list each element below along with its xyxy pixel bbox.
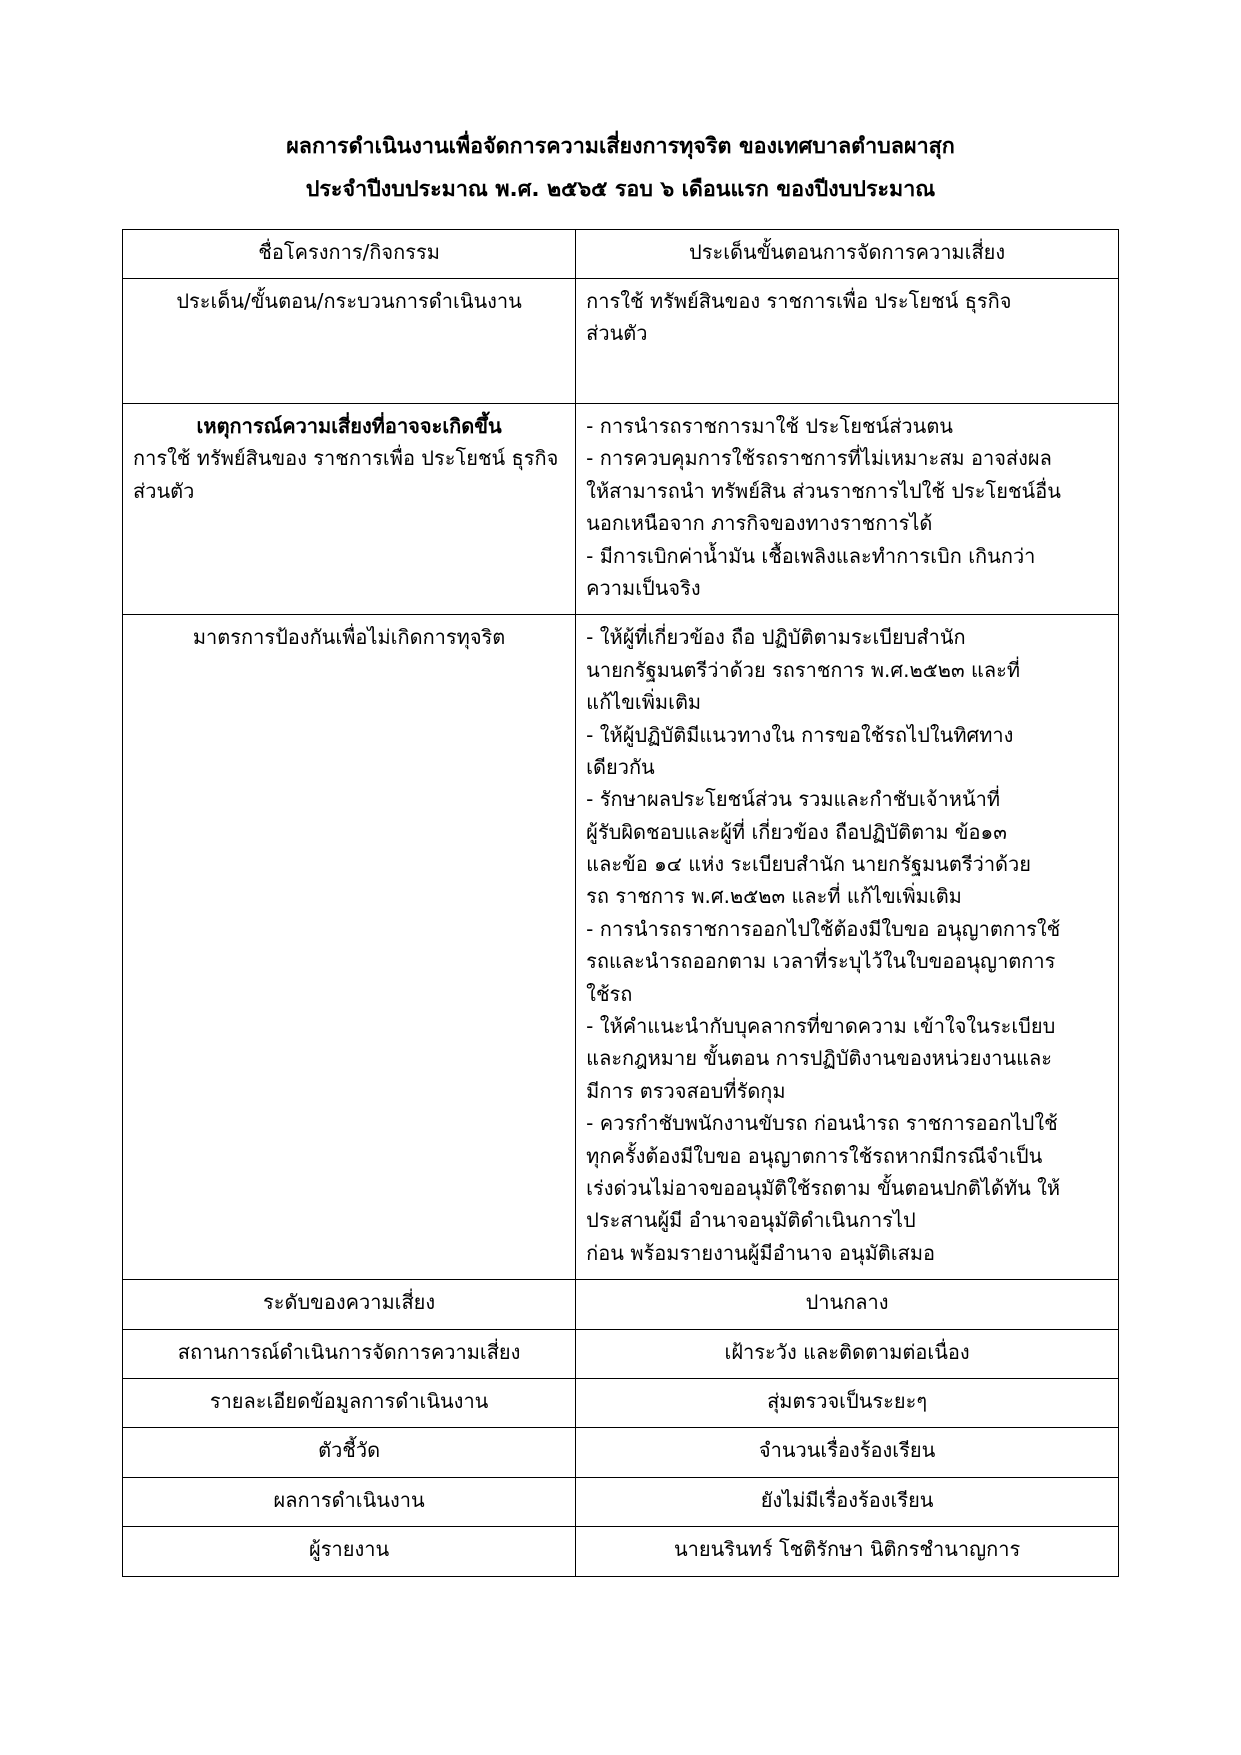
prevention-line: และกฎหมาย ขั้นตอน การปฏิบัติงานของหน่วยงานและ <box>586 1046 1053 1071</box>
table-row <box>123 1378 1119 1427</box>
table-row <box>123 615 1119 1280</box>
prevention-line: ก่อน พร้อมรายงานผู้มีอำนาจ อนุมัติเสมอ <box>586 1240 936 1265</box>
table-row <box>123 1428 1119 1477</box>
cell-risk-event-label <box>123 404 576 615</box>
cell-risk-level-label: ระดับของความเสี่ยง <box>123 1280 576 1329</box>
prevention-line: เร่งด่วนไม่อาจขออนุมัติใช้รถตาม ขั้นตอนปกติได้ทัน ให้ <box>586 1176 1061 1200</box>
table-row <box>123 1329 1119 1378</box>
process-value-line: ส่วนตัว <box>586 321 648 346</box>
prevention-line: รถ ราชการ พ.ศ.๒๕๒๓ และที่ แก้ไขเพิ่มเติม <box>586 884 962 909</box>
table-header-risk-step: ประเด็นขั้นตอนการจัดการความเสี่ยง <box>576 229 1119 278</box>
risk-management-table <box>122 229 1119 1577</box>
table-row <box>123 1477 1119 1526</box>
risk-event-value-line: - การควบคุมการใช้รถราชการที่ไม่เหมาะสม อาจส่งผล <box>586 446 1052 471</box>
page-title <box>122 130 1119 207</box>
prevention-line: รถและนำรถออกตาม เวลาที่ระบุไว้ในใบขออนุญาตการ <box>586 949 1056 974</box>
risk-event-heading: เหตุการณ์ความเสี่ยงที่อาจจะเกิดขึ้น <box>196 414 502 439</box>
table-header-row <box>123 229 1119 278</box>
prevention-line: - รักษาผลประโยชน์ส่วน รวมและกำชับเจ้าหน้าที่ <box>586 787 1001 812</box>
prevention-label-text: มาตรการป้องกันเพื่อไม่เกิดการทุจริต <box>192 625 506 650</box>
risk-event-line: ส่วนตัว <box>133 478 195 503</box>
cell-indicator-label: ตัวชี้วัด <box>123 1428 576 1477</box>
cell-status-label: สถานการณ์ดำเนินการจัดการความเสี่ยง <box>123 1329 576 1378</box>
cell-reporter-label: ผู้รายงาน <box>123 1527 576 1576</box>
prevention-line: ใช้รถ <box>586 981 633 1006</box>
prevention-line: มีการ ตรวจสอบที่รัดกุม <box>586 1078 786 1103</box>
cell-prevention-value <box>576 615 1119 1280</box>
prevention-line: ประสานผู้มี อำนาจอนุมัติดำเนินการไป <box>586 1208 916 1233</box>
prevention-line: - ควรกำชับพนักงานขับรถ ก่อนนำรถ ราชการออกไปใช้ <box>586 1111 1058 1136</box>
cell-indicator-value: จำนวนเรื่องร้องเรียน <box>576 1428 1119 1477</box>
process-value-line: การใช้ ทรัพย์สินของ ราชการเพื่อ ประโยชน์ ธุรกิจ <box>586 289 1012 314</box>
cell-detail-label: รายละเอียดข้อมูลการดำเนินงาน <box>123 1378 576 1427</box>
prevention-line: - ให้คำแนะนำกับบุคลากรที่ขาดความ เข้าใจในระเบียบ <box>586 1014 1056 1039</box>
prevention-line: นายกรัฐมนตรีว่าด้วย รถราชการ พ.ศ.๒๕๒๓ และที่ <box>586 657 1021 682</box>
risk-event-value-line: ให้สามารถนำ ทรัพย์สิน ส่วนราชการไปใช้ ประโยชน์อื่น <box>586 478 1061 503</box>
table-row <box>123 1280 1119 1329</box>
cell-process-value <box>576 279 1119 404</box>
table-row <box>123 404 1119 615</box>
table-row <box>123 1527 1119 1576</box>
prevention-line: ทุกครั้งต้องมีใบขอ อนุญาตการใช้รถหากมีกรณีจำเป็น <box>586 1143 1043 1168</box>
title-line-1: ผลการดำเนินงานเพื่อจัดการความเสี่ยงการทุจริต ของเทศบาลตำบลผาสุก <box>286 134 955 159</box>
cell-reporter-value: นายนรินทร์ โชติรักษา นิติกรชำนาญการ <box>576 1527 1119 1576</box>
prevention-line: - ให้ผู้ปฏิบัติมีแนวทางใน การขอใช้รถไปในทิศทาง <box>586 722 1014 747</box>
process-label-text: ประเด็น/ขั้นตอน/กระบวนการดำเนินงาน <box>176 289 522 314</box>
prevention-line: แก้ไขเพิ่มเติม <box>586 690 702 715</box>
prevention-line: ผู้รับผิดชอบและผู้ที่ เกี่ยวข้อง ถือปฏิบัติตาม ข้อ๑๓ <box>586 819 1007 844</box>
title-line-2: ประจำปีงบประมาณ พ.ศ. ๒๕๖๕ รอบ ๖ เดือนแรก ของปีงบประมาณ <box>305 177 936 203</box>
table-row <box>123 279 1119 404</box>
risk-event-value-line: นอกเหนือจาก ภารกิจของทางราชการได้ <box>586 511 933 536</box>
prevention-line: - การนำรถราชการออกไปใช้ต้องมีใบขอ อนุญาตการใช้ <box>586 916 1061 941</box>
cell-risk-event-value <box>576 404 1119 615</box>
risk-event-value-line: - การนำรถราชการมาใช้ ประโยชน์ส่วนตน <box>586 414 953 439</box>
prevention-line: - ให้ผู้ที่เกี่ยวข้อง ถือ ปฏิบัติตามระเบียบสำนัก <box>586 625 966 650</box>
cell-result-value: ยังไม่มีเรื่องร้องเรียน <box>576 1477 1119 1526</box>
risk-event-value-line: - มีการเบิกค่าน้ำมัน เชื้อเพลิงและทำการเบิก เกินกว่า <box>586 543 1036 568</box>
prevention-line: และข้อ ๑๔ แห่ง ระเบียบสำนัก นายกรัฐมนตรีว่าด้วย <box>586 852 1031 877</box>
risk-event-value-line: ความเป็นจริง <box>586 575 701 600</box>
cell-detail-value: สุ่มตรวจเป็นระยะๆ <box>576 1378 1119 1427</box>
cell-status-value: เฝ้าระวัง และติดตามต่อเนื่อง <box>576 1329 1119 1378</box>
cell-prevention-label <box>123 615 576 1280</box>
cell-risk-level-value: ปานกลาง <box>576 1280 1119 1329</box>
cell-process-label <box>123 279 576 404</box>
table-header-project: ชื่อโครงการ/กิจกรรม <box>123 229 576 278</box>
risk-event-line: การใช้ ทรัพย์สินของ ราชการเพื่อ ประโยชน์ ธุรกิจ <box>133 446 559 471</box>
prevention-line: เดียวกัน <box>586 754 655 779</box>
cell-result-label: ผลการดำเนินงาน <box>123 1477 576 1526</box>
